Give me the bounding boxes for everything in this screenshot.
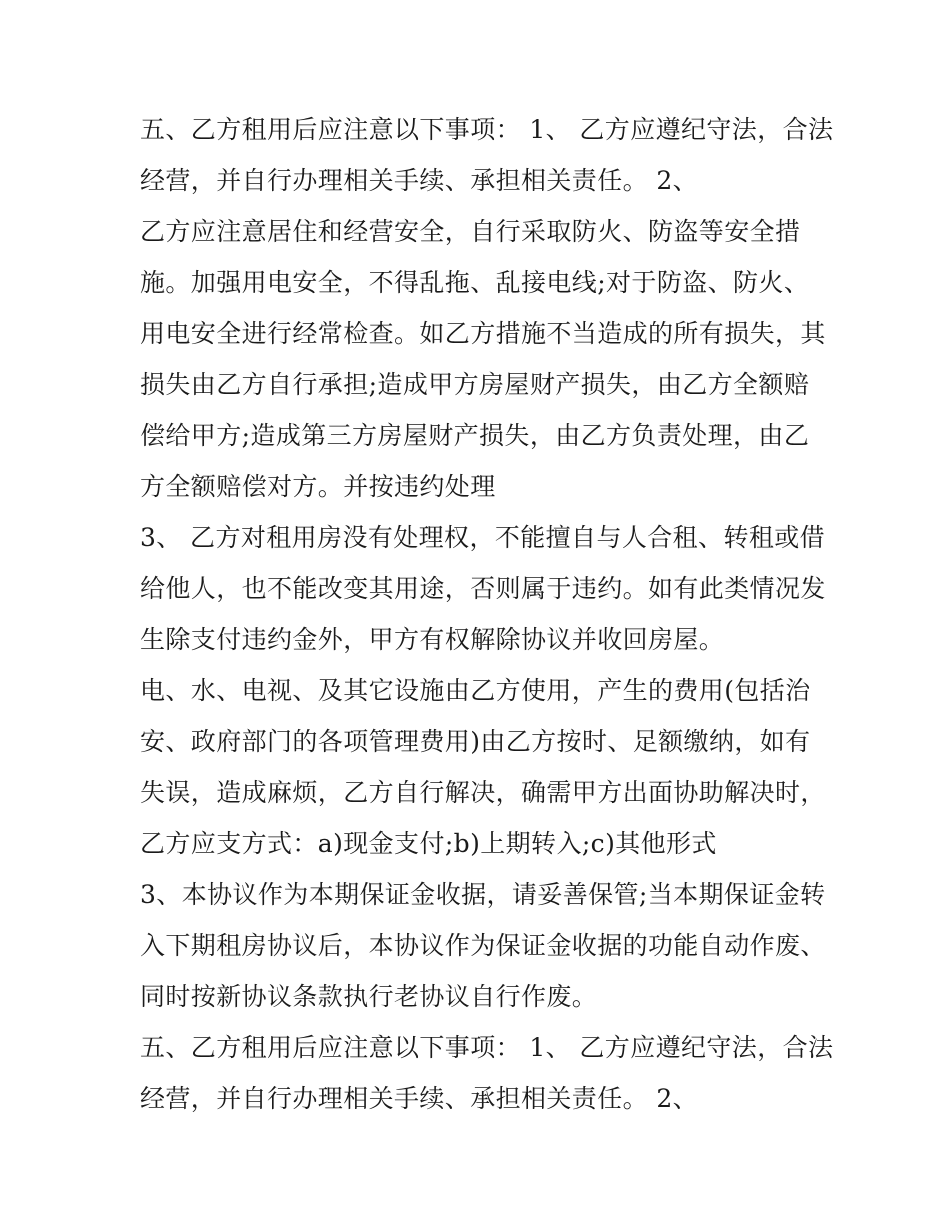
text-line: 偿给甲方;造成第三方房屋财产损失，由乙方负责处理，由乙 bbox=[140, 421, 810, 450]
text-line: 方全额赔偿对方。并按违约处理 bbox=[140, 472, 496, 501]
text-line: 用电安全进行经常检查。如乙方措施不当造成的所有损失，其 bbox=[140, 319, 826, 348]
text-line: 入下期租房协议后，本协议作为保证金收据的功能自动作废、 bbox=[140, 931, 826, 960]
text-line: 五、乙方租用后应注意以下事项： 1、 乙方应遵纪守法，合法 bbox=[140, 1033, 834, 1062]
text-line: 给他人，也不能改变其用途，否则属于违约。如有此类情况发 bbox=[140, 574, 826, 603]
text-line: 经营，并自行办理相关手续、承担相关责任。 2、 bbox=[140, 166, 699, 195]
text-line: 经营，并自行办理相关手续、承担相关责任。 2、 bbox=[140, 1084, 699, 1113]
text-line: 3、 乙方对租用房没有处理权，不能擅自与人合租、转租或借 bbox=[140, 523, 826, 552]
text-line: 安、政府部门的各项管理费用)由乙方按时、足额缴纳，如有 bbox=[140, 727, 811, 756]
text-line: 乙方应注意居住和经营安全，自行采取防火、防盗等安全措 bbox=[140, 217, 801, 246]
text-line: 3、本协议作为本期保证金收据，请妥善保管;当本期保证金转 bbox=[140, 880, 826, 909]
text-line: 生除支付违约金外，甲方有权解除协议并收回房屋。 bbox=[140, 625, 725, 654]
text-line: 失误，造成麻烦，乙方自行解决，确需甲方出面协助解决时， bbox=[140, 778, 826, 807]
text-line: 同时按新协议条款执行老协议自行作废。 bbox=[140, 982, 598, 1011]
text-line: 电、水、电视、及其它设施由乙方使用，产生的费用(包括治 bbox=[140, 676, 811, 705]
text-line: 五、乙方租用后应注意以下事项： 1、 乙方应遵纪守法，合法 bbox=[140, 115, 834, 144]
text-line: 损失由乙方自行承担;造成甲方房屋财产损失，由乙方全额赔 bbox=[140, 370, 810, 399]
text-line: 乙方应支方式：a)现金支付;b)上期转入;c)其他形式 bbox=[140, 829, 717, 858]
text-line: 施。加强用电安全，不得乱拖、乱接电线;对于防盗、防火、 bbox=[140, 268, 810, 297]
